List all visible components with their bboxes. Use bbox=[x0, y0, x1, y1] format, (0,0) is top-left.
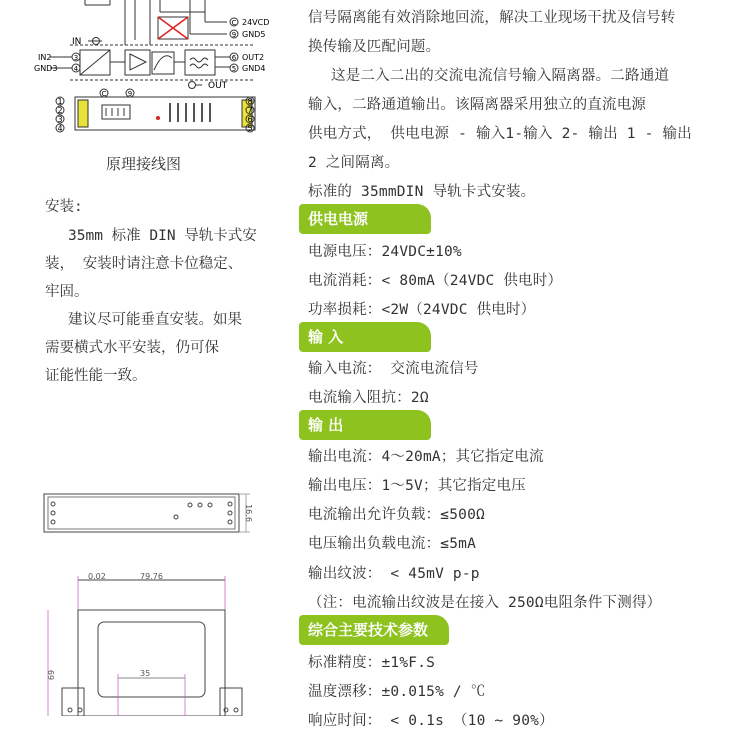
section-specs-title: 综合主要技术参数 bbox=[299, 615, 449, 645]
input-item-2: 电流输入阻抗：2Ω bbox=[308, 390, 429, 406]
intro-line-7: 标准的 35mmDIN 导轨卡式安装。 bbox=[308, 184, 536, 200]
section-input-title: 输 入 bbox=[299, 322, 431, 352]
front-view-drawing bbox=[40, 570, 255, 716]
terminal-2: 2 bbox=[57, 106, 63, 115]
input-item-1: 输入电流： 交流电流信号 bbox=[308, 361, 479, 377]
terminal-8: 8 bbox=[247, 97, 253, 106]
specs-item-1: 标准精度：±1%F.S bbox=[308, 655, 436, 671]
wiring-diagram bbox=[30, 0, 275, 140]
install-line-3: 牢固。 bbox=[45, 284, 89, 300]
terminal-1: 1 bbox=[57, 97, 63, 106]
label-in2: IN2 bbox=[38, 53, 52, 62]
section-power-title: 供电电源 bbox=[299, 204, 431, 234]
power-item-2: 电流消耗：< 80mA（24VDC 供电时） bbox=[308, 273, 563, 289]
terminal-5: 5 bbox=[231, 65, 237, 73]
power-item-1: 电源电压：24VDC±10% bbox=[308, 244, 462, 260]
terminal-9: 9 bbox=[231, 31, 237, 39]
terminal-7: 7 bbox=[247, 106, 253, 115]
diagram-caption: 原理接线图 bbox=[106, 155, 182, 173]
output-item-2: 输出电压：1～5V；其它指定电压 bbox=[308, 478, 526, 494]
terminal-9-bottom: 9 bbox=[127, 90, 133, 98]
intro-line-1: 信号隔离能有效消除地回流，解决工业现场干扰及信号转 bbox=[308, 10, 676, 26]
side-view-drawing bbox=[40, 488, 255, 538]
terminal-3-top: 3 bbox=[73, 54, 79, 62]
output-item-5: 输出纹波： < 45mV p-p bbox=[308, 566, 480, 582]
side-dim-label: 16.6 bbox=[244, 504, 253, 522]
output-item-6: （注：电流输出纹波是在接入 250Ω电阻条件下测得） bbox=[308, 595, 662, 611]
terminal-6-bottom: 6 bbox=[247, 115, 253, 124]
label-in: IN bbox=[72, 37, 82, 47]
terminal-c-bottom: C bbox=[101, 90, 107, 98]
rail-dim-label: 35 bbox=[140, 669, 151, 678]
install-line-2: 装， 安装时请注意卡位稳定、 bbox=[45, 256, 243, 272]
install-line-4: 建议尽可能垂直安装。如果 bbox=[68, 312, 242, 328]
output-item-4: 电压输出负载电流：≤5mA bbox=[308, 536, 477, 552]
terminal-4-top: 4 bbox=[73, 65, 79, 73]
terminal-5-bottom: 5 bbox=[247, 124, 253, 133]
intro-line-4: 输入，二路通道输出。该隔离器采用独立的直流电源 bbox=[308, 97, 647, 113]
label-gnd3: GND3 bbox=[34, 64, 58, 73]
intro-line-3: 这是二入二出的交流电流信号输入隔离器。二路通道 bbox=[331, 68, 670, 84]
terminal-4: 4 bbox=[57, 124, 63, 133]
label-gnd4: GND4 bbox=[242, 64, 266, 73]
label-24vcd: 24VCD bbox=[242, 18, 270, 27]
specs-item-3: 响应时间： < 0.1s （10 ~ 90%） bbox=[308, 713, 554, 729]
intro-line-5: 供电方式， 供电电源 - 输入1-输入 2- 输出 1 - 输出 bbox=[308, 126, 692, 142]
terminal-3: 3 bbox=[57, 115, 63, 124]
label-gnd5: GND5 bbox=[242, 30, 266, 39]
install-heading: 安装: bbox=[45, 199, 83, 215]
intro-line-6: 2 之间隔离。 bbox=[308, 155, 400, 171]
install-line-1: 35mm 标准 DIN 导轨卡式安 bbox=[68, 228, 257, 244]
label-out: OUT bbox=[208, 81, 228, 91]
terminal-6: 6 bbox=[231, 54, 237, 62]
height-dim-label: 69 bbox=[47, 669, 56, 681]
terminal-c-mark: C bbox=[231, 19, 237, 27]
specs-item-2: 温度漂移：±0.015% / ℃ bbox=[308, 684, 486, 700]
top-dim-a: 0.02 bbox=[88, 572, 106, 581]
label-out2: OUT2 bbox=[242, 53, 265, 62]
power-item-3: 功率损耗：<2W（24VDC 供电时） bbox=[308, 302, 536, 318]
install-line-5: 需要横式水平安装，仍可保 bbox=[45, 340, 219, 356]
intro-line-2: 换传输及匹配问题。 bbox=[308, 39, 441, 55]
section-output-title: 输 出 bbox=[299, 410, 431, 440]
output-item-1: 输出电流：4～20mA；其它指定电流 bbox=[308, 449, 544, 465]
top-dim-b: 79.76 bbox=[140, 572, 163, 581]
install-line-6: 证能性能一致。 bbox=[45, 368, 147, 384]
output-item-3: 电流输出允许负载：≤500Ω bbox=[308, 507, 485, 523]
